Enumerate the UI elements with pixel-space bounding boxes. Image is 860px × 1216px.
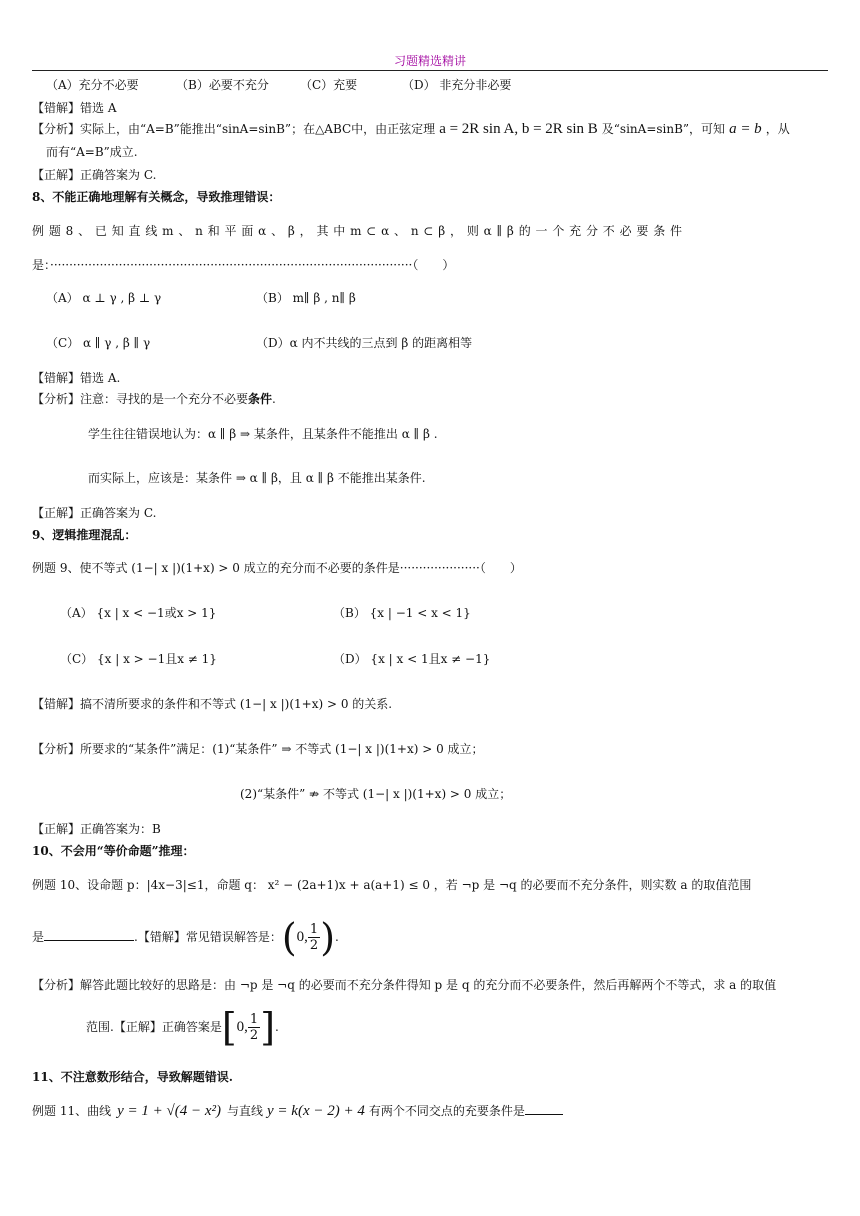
- answer-blank[interactable]: [44, 929, 134, 941]
- block7-wrong: 【错解】错选 A: [32, 101, 117, 115]
- open-paren: (: [281, 915, 297, 960]
- sec9-question: 例题 9、使不等式 (1−| x |)(1+x) > 0 成立的充分而不必要的条件是·····················（ ）: [32, 561, 522, 575]
- block7-formula1: a = 2R sin A, b = 2R sin B: [439, 121, 598, 137]
- block7-analysis-line1: [32, 120, 790, 138]
- block7-analysis-text2: 及“sinA=sinB”，可知: [601, 122, 726, 136]
- wrong-fraction-numerator: 1: [309, 922, 319, 937]
- sec9-option-a: （A） {x | x < −1或x > 1}: [60, 606, 217, 620]
- block7-option-a: （A）充分不必要: [46, 78, 139, 92]
- wrong-answer-prefix: 0,: [296, 929, 308, 945]
- page-header-title: 习题精选精讲: [393, 54, 466, 68]
- block7-option-c: （C）充要: [300, 78, 358, 92]
- right-answer-fraction: [248, 1012, 260, 1043]
- sec9-correct: 【正解】正确答案为：B: [32, 822, 161, 836]
- sec10-question: 例题 10、设命题 p：|4x−3|≤1，命题 q： x² − (2a+1)x + a(a+1) ≤ 0 ，若 ¬p 是 ¬q 的必要而不充分条件，则实数 a 的取值范围: [32, 878, 752, 892]
- close-paren: ): [320, 915, 336, 960]
- sec10-wrong-line: 是 .【错解】常见错误解答是：(0, $\frac{1}{2}$ ).: [32, 915, 339, 960]
- block7-formula2: a = b: [729, 121, 762, 137]
- sec9-option-b: （B） {x | −1 < x < 1}: [333, 606, 471, 620]
- sec8-title: 8、不能正确地理解有关概念，导致推理错误：: [32, 190, 281, 204]
- sec8-analysis-text: 【分析】注意：寻找的是一个充分不必要: [32, 392, 249, 406]
- sec8-analysis-end: .: [272, 392, 276, 406]
- sec9-wrong: 【错解】搞不清所要求的条件和不等式 (1−| x |)(1+x) > 0 的关系.: [32, 697, 393, 711]
- sec8-correct: 【正解】正确答案为 C.: [32, 506, 157, 520]
- sec11-question-b: 与直线: [227, 1104, 264, 1118]
- sec9-title: 9、逻辑推理混乱：: [32, 528, 137, 542]
- block7-analysis-line2: 而有“A=B”成立.: [46, 145, 138, 159]
- sec11-question-c: 有两个不同交点的充要条件是: [368, 1104, 525, 1118]
- sec10-analysis-1: 【分析】解答此题比较好的思路是：由 ¬p 是 ¬q 的必要而不充分条件得知 p 是 q 的充分而不必要条件，然后再解两个不等式，求 a 的取值: [32, 978, 777, 992]
- sec10-analysis-2: 范围.【正解】正确答案是: [86, 1020, 222, 1034]
- curve-equation: y = 1 + √(4 − x²): [117, 1103, 221, 1119]
- sec8-question-line2: 是：·······························································································（ ）: [32, 258, 455, 272]
- block7-correct: 【正解】正确答案为 C.: [32, 168, 157, 182]
- sec8-actual-statement: 而实际上，应该是：某条件 ⇒ α ∥ β，且 α ∥ β 不能推出某条件.: [88, 471, 426, 485]
- line-equation: y = k(x − 2) + 4: [267, 1103, 365, 1119]
- block7-option-d: （D） 非充分非必要: [402, 78, 512, 92]
- sec9-analysis-2: (2)“某条件” ⇏ 不等式 (1−| x |)(1+x) > 0 成立；: [240, 787, 512, 801]
- block7-analysis-text3: ，从: [765, 122, 790, 136]
- open-bracket: [: [221, 1005, 237, 1050]
- sec8-option-a: （A） α ⊥ γ , β ⊥ γ: [46, 291, 162, 305]
- sec8-student-misconception: 学生往往错误地认为：α ∥ β ⇒ 某条件，且某条件不能推出 α ∥ β .: [88, 427, 438, 441]
- sec8-option-b: （B） m∥ β , n∥ β: [256, 291, 356, 305]
- sec11-title: 11、不注意数形结合，导致解题错误.: [32, 1070, 233, 1084]
- block7-option-b: （B）必要不充分: [176, 78, 269, 92]
- sec8-analysis-bold: 条件: [248, 392, 273, 406]
- sec9-analysis-1: 【分析】所要求的“某条件”满足：(1)“某条件” ⇒ 不等式 (1−| x |)(1+x) > 0 成立；: [32, 742, 484, 756]
- block7-analysis-text: 【分析】实际上，由“A=B”能推出“sinA=sinB”；在△ABC中，由正弦定理: [32, 122, 436, 136]
- right-answer-prefix: 0,: [236, 1019, 248, 1035]
- sec8-analysis: [32, 390, 276, 407]
- sec8-option-c: （C） α ∥ γ , β ∥ γ: [46, 336, 151, 350]
- wrong-answer-fraction: [308, 922, 320, 953]
- header-rule: [32, 70, 828, 71]
- sec9-option-d: （D） {x | x < 1且x ≠ −1}: [333, 652, 491, 666]
- sec10-analysis-2-line: 范围.【正解】正确答案是[0, $\frac{1}{2}$ ].: [86, 1005, 279, 1050]
- sec11-question-a: 例题 11、曲线: [32, 1104, 112, 1118]
- sec11-question: [32, 1102, 563, 1120]
- right-fraction-numerator: 1: [249, 1012, 259, 1027]
- sec10-wrong-text: .【错解】常见错误解答是：: [134, 930, 282, 944]
- sec8-option-d: （D）α 内不共线的三点到 β 的距离相等: [256, 336, 473, 350]
- right-fraction-denominator: 2: [249, 1028, 259, 1043]
- close-bracket: ]: [260, 1005, 276, 1050]
- sec9-option-c: （C） {x | x > −1且x ≠ 1}: [60, 652, 217, 666]
- sec8-wrong: 【错解】错选 A.: [32, 371, 121, 385]
- sec8-question-line1: 例 题 8 、 已 知 直 线 m 、 n 和 平 面 α 、 β ， 其 中 m ⊂ α 、 n ⊂ β ， 则 α ∥ β 的 一 个 充 分 不 必 要 条 件: [32, 224, 683, 238]
- wrong-fraction-denominator: 2: [309, 938, 319, 953]
- sec10-blank-prefix: 是: [32, 930, 45, 944]
- sec10-title: 10、不会用“等价命题”推理：: [32, 844, 195, 858]
- answer-blank-11[interactable]: [525, 1103, 563, 1115]
